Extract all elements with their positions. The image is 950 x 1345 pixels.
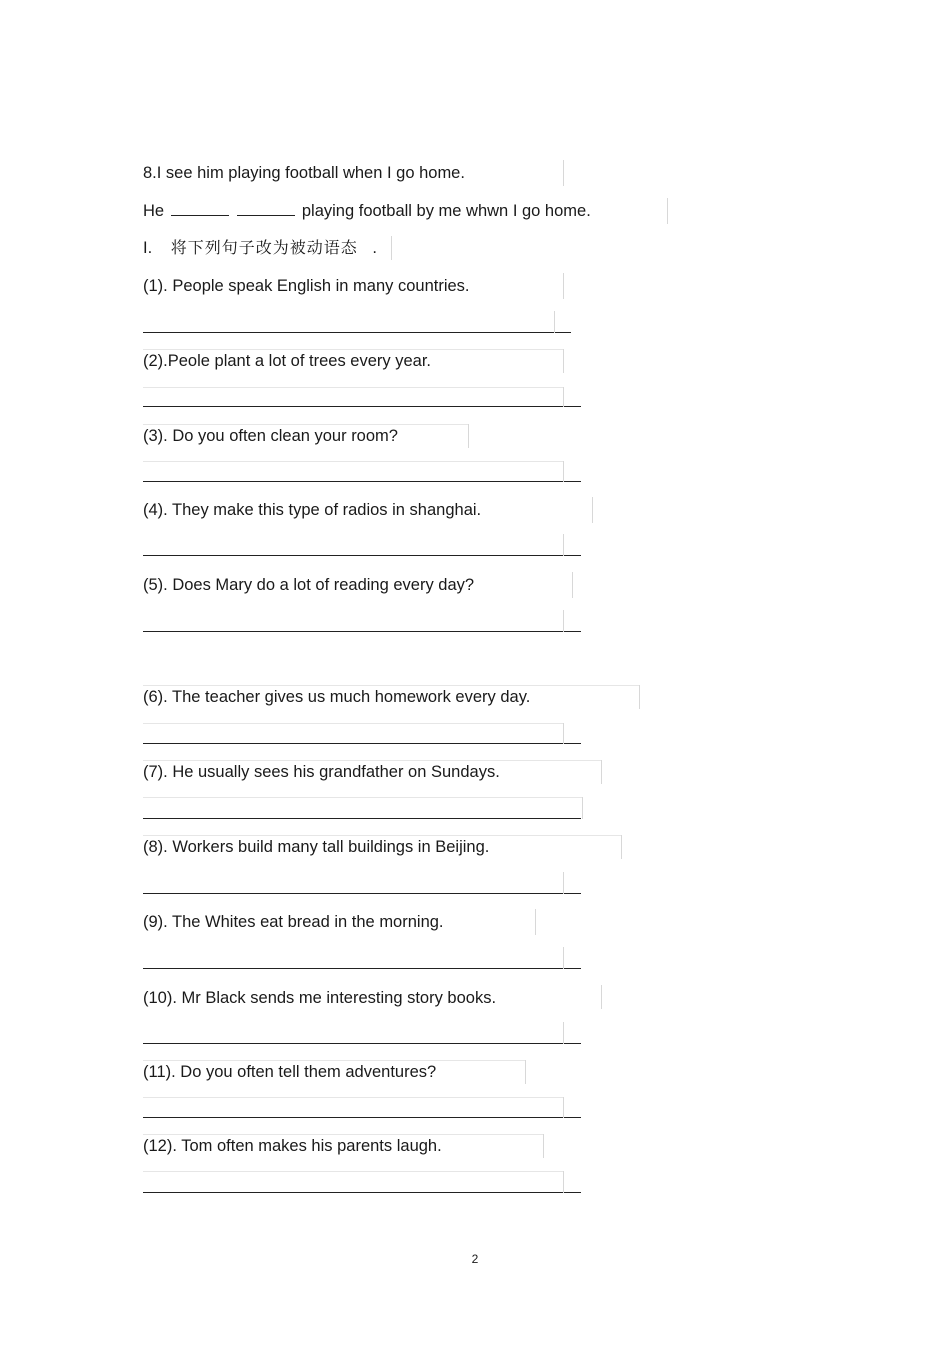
margin-tick: [563, 1171, 564, 1193]
section-title: 将下列句子改为被动语态: [170, 238, 358, 257]
margin-tick: [563, 160, 564, 186]
margin-tick: [543, 1134, 544, 1158]
box-edge: [143, 797, 582, 798]
box-edge: [143, 835, 621, 836]
margin-tick: [563, 461, 564, 482]
margin-tick: [563, 723, 564, 744]
answer-line-5[interactable]: [143, 631, 581, 632]
answer-line-8[interactable]: [143, 893, 581, 894]
answer-line-4[interactable]: [143, 555, 581, 556]
item-8-rewrite-end: playing football by me whwn I go home.: [301, 202, 591, 220]
box-edge: [143, 1171, 563, 1172]
question-1: (1). People speak English in many countries.: [143, 277, 470, 295]
margin-tick: [563, 872, 564, 894]
margin-tick: [563, 947, 564, 969]
item-8-rewrite-start: He: [143, 202, 165, 220]
question-11: (11). Do you often tell them adventures?: [143, 1063, 437, 1081]
answer-line-7[interactable]: [143, 818, 581, 819]
box-edge: [143, 461, 563, 462]
answer-line-12[interactable]: [143, 1192, 581, 1193]
margin-tick: [621, 835, 622, 859]
box-edge: [143, 1060, 525, 1061]
answer-line-6[interactable]: [143, 743, 581, 744]
margin-tick: [563, 273, 564, 299]
answer-line-2[interactable]: [143, 406, 581, 407]
question-7: (7). He usually sees his grandfather on Sundays.: [143, 763, 500, 781]
box-edge: [143, 723, 563, 724]
question-2: (2).Peole plant a lot of trees every year.: [143, 352, 431, 370]
margin-tick: [525, 1060, 526, 1084]
answer-line-9[interactable]: [143, 968, 581, 969]
answer-line-10[interactable]: [143, 1043, 581, 1044]
margin-tick: [592, 497, 593, 523]
box-edge: [143, 349, 563, 350]
margin-tick: [563, 534, 564, 556]
answer-line-11[interactable]: [143, 1117, 581, 1118]
answer-line-1[interactable]: [143, 332, 571, 333]
item-8-rewrite: [143, 201, 591, 221]
question-3: (3). Do you often clean your room?: [143, 427, 398, 445]
margin-tick: [563, 610, 564, 632]
answer-blank-2[interactable]: [237, 201, 295, 216]
margin-tick: [582, 797, 583, 819]
margin-tick: [468, 424, 469, 448]
margin-tick: [572, 572, 573, 598]
question-10: (10). Mr Black sends me interesting story books.: [143, 989, 497, 1007]
section-number: I.: [143, 239, 153, 257]
answer-line-3[interactable]: [143, 481, 581, 482]
section-dot: .: [372, 239, 377, 257]
margin-tick: [639, 685, 640, 709]
margin-tick: [563, 1022, 564, 1044]
question-5: (5). Does Mary do a lot of reading every day?: [143, 576, 475, 594]
box-edge: [143, 685, 639, 686]
margin-tick: [391, 236, 392, 260]
box-edge: [143, 1134, 543, 1135]
section-heading: [143, 238, 377, 258]
box-edge: [143, 760, 601, 761]
question-12: (12). Tom often makes his parents laugh.: [143, 1137, 442, 1155]
margin-tick: [554, 311, 555, 333]
margin-tick: [667, 198, 668, 224]
margin-tick: [563, 1097, 564, 1118]
margin-tick: [563, 349, 564, 373]
margin-tick: [563, 387, 564, 407]
margin-tick: [601, 760, 602, 784]
question-8: (8). Workers build many tall buildings in Beijing.: [143, 838, 490, 856]
item-8-sentence: 8.I see him playing football when I go home.: [143, 164, 465, 182]
page-number: 2: [471, 1252, 479, 1266]
margin-tick: [601, 985, 602, 1009]
question-6: (6). The teacher gives us much homework every day.: [143, 688, 531, 706]
margin-tick: [535, 909, 536, 935]
question-9: (9). The Whites eat bread in the morning.: [143, 913, 444, 931]
box-edge: [143, 1097, 563, 1098]
question-4: (4). They make this type of radios in shanghai.: [143, 501, 482, 519]
box-edge: [143, 424, 468, 425]
box-edge: [143, 387, 563, 388]
answer-blank-1[interactable]: [171, 201, 229, 216]
